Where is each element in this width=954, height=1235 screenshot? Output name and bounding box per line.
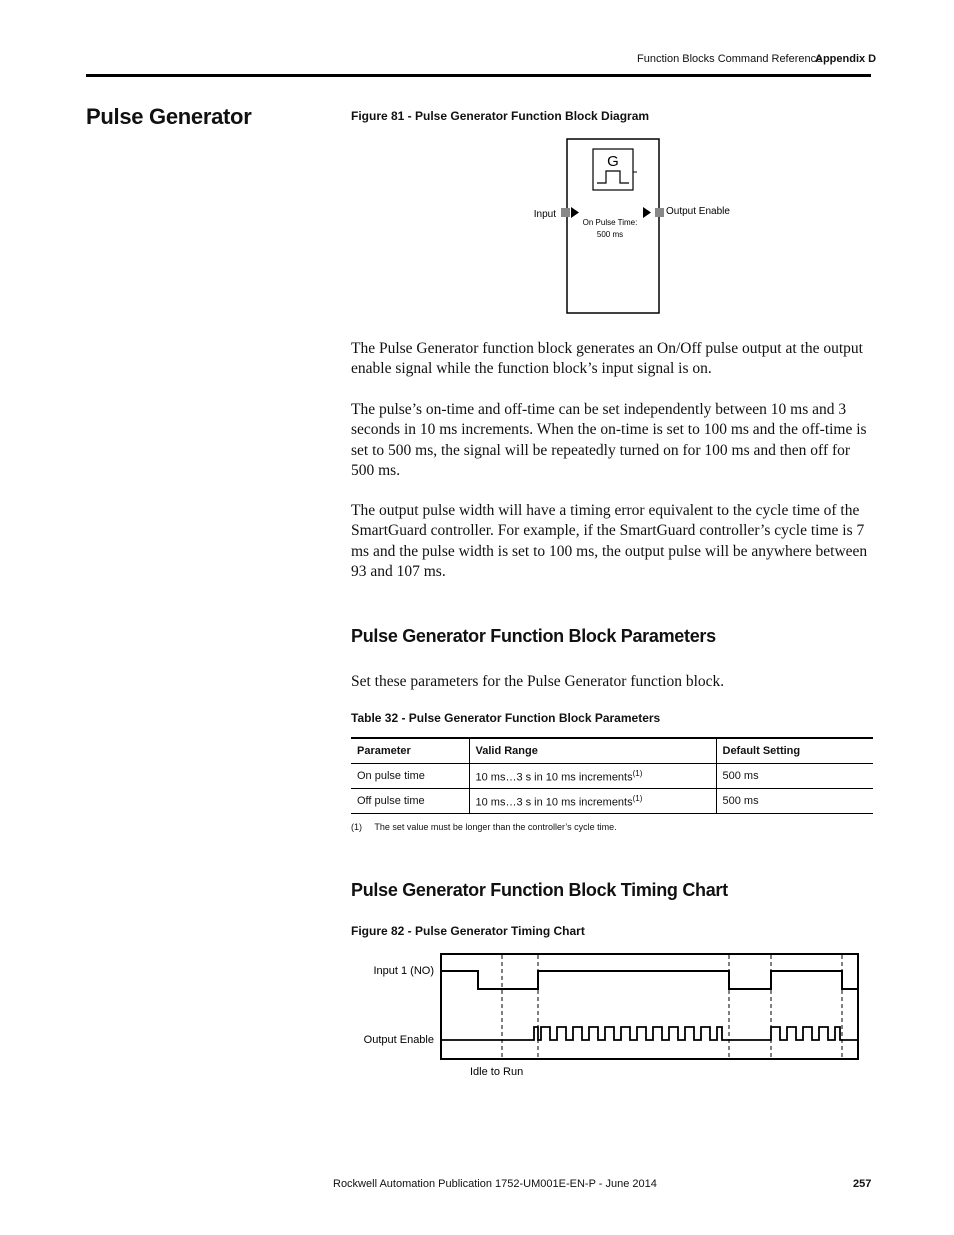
cell-default: 500 ms (716, 764, 873, 789)
cell-range (469, 764, 716, 789)
column-header-default-setting: Default Setting (716, 738, 873, 764)
paragraph-error: The output pulse width will have a timing error equivalent to the cycle time of the SmartGuard controller. For example, if the SmartGuard controller’s cycle time is 7 ms and the pulse width is set to 100 ms, the output pulse will be anywhere between 93 and 107 ms. (351, 502, 868, 580)
cell-default: 500 ms (716, 789, 873, 814)
cell-parameter: On pulse time (351, 764, 469, 789)
footnote-text: The set value must be longer than the controller’s cycle time. (374, 822, 617, 832)
table-caption: Table 32 - Pulse Generator Function Block Parameters (351, 711, 661, 725)
section-title: Pulse Generator (86, 104, 252, 129)
output-enable-waveform (442, 1027, 857, 1040)
header-rule (86, 74, 871, 77)
figure-82-caption: Figure 82 - Pulse Generator Timing Chart (351, 924, 585, 938)
parameters-table (351, 737, 873, 814)
idle-to-run-label: Idle to Run (470, 1066, 524, 1078)
column-header-valid-range: Valid Range (469, 738, 716, 764)
footnote-ref: (1) (632, 793, 643, 803)
timing-chart-heading: Pulse Generator Function Block Timing Chart (351, 880, 728, 900)
page-number: 257 (853, 1178, 872, 1190)
table-footnote (351, 822, 617, 832)
output-port (655, 208, 664, 217)
table-header-row (351, 738, 873, 764)
input-signal-label: Input 1 (NO) (373, 965, 434, 977)
table-row (351, 789, 873, 814)
column-header-parameter: Parameter (351, 738, 469, 764)
footer-publication: Rockwell Automation Publication 1752-UM001E-EN-P - June 2014 (333, 1178, 657, 1190)
cell-range (469, 789, 716, 814)
header-title: Function Blocks Command Reference (637, 53, 823, 65)
on-pulse-time-value: 500 ms (596, 230, 624, 239)
paragraph-timing: The pulse’s on-time and off-time can be set independently between 10 ms and 3 seconds in 10 ms increments. When the on-time is set to 100 ms and the off-time is set to 500 ms, the signal will be repeatedly turned on for 100 ms and then off for 500 ms. (351, 401, 867, 479)
figure-81-caption: Figure 81 - Pulse Generator Function Block Diagram (351, 109, 650, 123)
cell-parameter: Off pulse time (351, 789, 469, 814)
header-appendix: Appendix D (815, 53, 877, 65)
footnote-number: (1) (351, 822, 362, 832)
parameters-intro: Set these parameters for the Pulse Generator function block. (351, 673, 725, 690)
footnote-ref: (1) (632, 768, 643, 778)
parameters-heading: Pulse Generator Function Block Parameters (351, 626, 716, 646)
on-pulse-time-label: On Pulse Time: (582, 218, 638, 227)
output-enable-label: Output Enable (666, 206, 730, 217)
timing-chart (360, 945, 870, 1085)
input-waveform (442, 971, 857, 989)
paragraph-intro: The Pulse Generator function block generates an On/Off pulse output at the output enable signal while the function block’s input signal is on. (351, 340, 863, 378)
table-row (351, 764, 873, 789)
range-text: 10 ms…3 s in 10 ms increments (475, 796, 633, 809)
input-port (561, 208, 570, 217)
output-enable-signal-label: Output Enable (363, 1034, 434, 1046)
timing-chart-frame (441, 954, 858, 1059)
range-text: 10 ms…3 s in 10 ms increments (475, 771, 633, 784)
block-symbol: G (607, 153, 619, 170)
function-block-diagram (520, 130, 740, 325)
input-label: Input (533, 209, 556, 220)
